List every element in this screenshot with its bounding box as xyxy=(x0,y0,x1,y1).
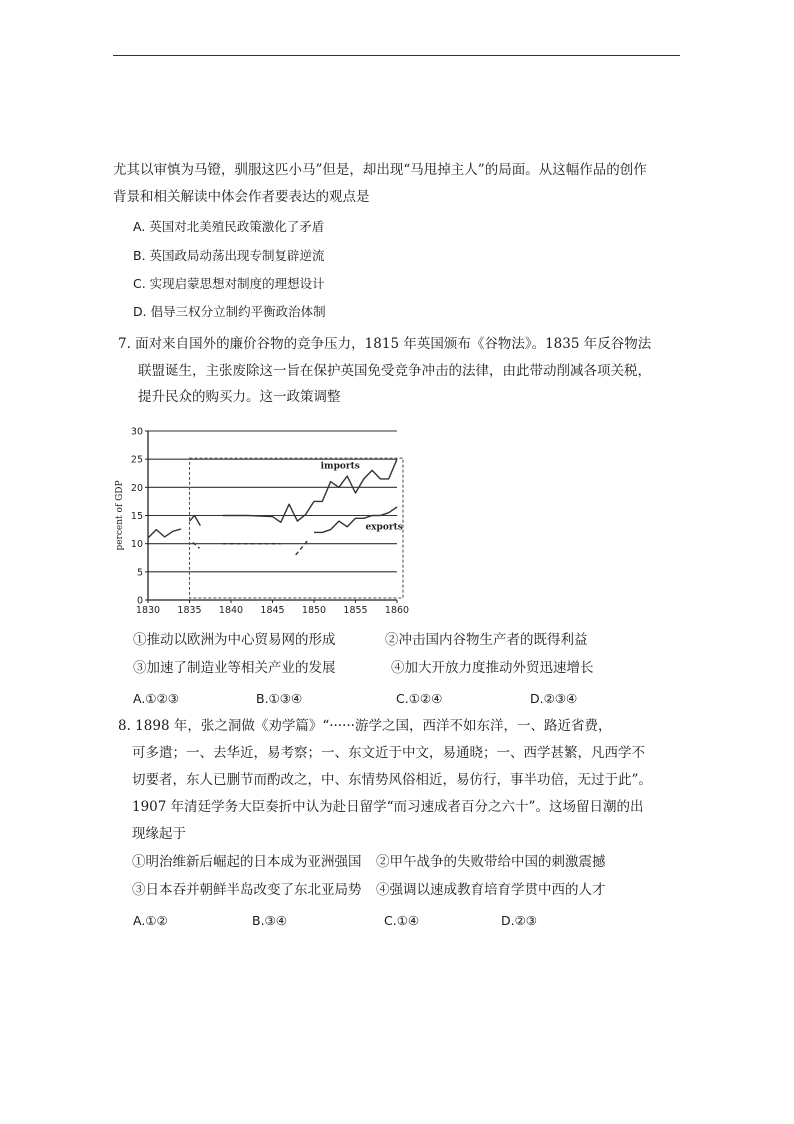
series-unlabeled-segment-0 xyxy=(148,529,181,538)
series-unlabeled-segment-1 xyxy=(190,516,201,526)
q8-stem-line-1: 8. 1898 年，张之洞做《劝学篇》“······游学之国，西洋不如东洋，一、路近省费， xyxy=(118,718,612,734)
q6-option-c: C. 实现启蒙思想对制度的理想设计 xyxy=(133,276,325,291)
x-tick-label-1860: 1860 xyxy=(384,605,410,616)
y-tick-label-30: 30 xyxy=(130,426,143,438)
q8-choice-c: C.①④ xyxy=(384,913,420,928)
q7-item-1: ①推动以欧洲为中心贸易网的形成 xyxy=(133,632,336,648)
y-tick-label-10: 10 xyxy=(130,539,143,551)
y-tick-label-0: 0 xyxy=(136,595,143,607)
q7-choice-c: C.①②④ xyxy=(396,691,443,706)
q8-item-4: ④强调以速成教育培育学贯中西的人才 xyxy=(376,882,606,898)
q7-item-3: ③加速了制造业等相关产业的发展 xyxy=(133,660,336,676)
q7-stem-line-1: 7. 面对来自国外的廉价谷物的竞争压力，1815 年英国颁布《谷物法》。1835 年反谷物法 xyxy=(118,336,652,352)
series-unlabeled-segment-2 xyxy=(223,501,314,522)
q8-item-2: ②甲午战争的失败带给中国的刺激震撼 xyxy=(376,854,606,870)
q8-choice-b: B.③④ xyxy=(252,913,287,928)
trade-gdp-chart-svg xyxy=(112,420,412,620)
q8-stem-line-5: 现缘起于 xyxy=(132,826,186,842)
q6-option-a: A. 英国对北美殖民政策激化了矛盾 xyxy=(133,219,325,234)
q8-item-3: ③日本吞并朝鲜半岛改变了东北亚局势 xyxy=(132,882,362,898)
q7-choice-a: A.①②③ xyxy=(133,691,179,706)
y-tick-label-25: 25 xyxy=(130,454,143,466)
q7-item-2: ②冲击国内谷物生产者的既得利益 xyxy=(385,632,588,648)
x-tick-label-1845: 1845 xyxy=(260,605,285,616)
q8-choice-d: D.②③ xyxy=(501,913,538,928)
x-tick-label-1850: 1850 xyxy=(301,605,327,616)
y-tick-label-5: 5 xyxy=(136,567,143,579)
x-tick-label-1840: 1840 xyxy=(218,605,244,616)
q7-choice-b: B.①③④ xyxy=(256,691,303,706)
q7-item-4: ④加大开放力度推动外贸迅速增长 xyxy=(391,660,594,676)
q6-option-b: B. 英国政局动荡出现专制复辟逆流 xyxy=(133,248,325,263)
series-unlabeled-segment-5 xyxy=(296,541,308,555)
trade-gdp-chart xyxy=(112,420,412,620)
q7-choice-d: D.②③④ xyxy=(530,691,578,706)
q8-item-1: ①明治维新后崛起的日本成为亚洲强国 xyxy=(132,854,362,870)
annotation-imports: imports xyxy=(320,461,360,472)
header-rule xyxy=(113,55,680,56)
y-axis-label: percent of GDP xyxy=(115,480,125,551)
q6-stem-line-2: 背景和相关解读中体会作者要表达的观点是 xyxy=(113,189,370,205)
q6-stem-line-1: 尤其以审慎为马镫，驯服这匹小马”但是，却出现“马甩掉主人”的局面。从这幅作品的创作 xyxy=(113,162,647,178)
y-tick-label-15: 15 xyxy=(130,511,143,522)
q8-stem-line-2: 可多遣；一、去华近，易考察；一、东文近于中文，易通晓；一、西学甚繁，凡西学不 xyxy=(132,745,645,761)
q6-option-d: D. 倡导三权分立制约平衡政治体制 xyxy=(133,304,326,319)
x-tick-label-1830: 1830 xyxy=(135,605,161,616)
y-tick-label-20: 20 xyxy=(130,482,143,494)
x-tick-label-1855: 1855 xyxy=(343,605,368,616)
q8-stem-line-3: 切要者，东人已删节而酌改之，中、东情势风俗相近，易仿行，事半功倍，无过于此”。 xyxy=(132,772,652,788)
q7-stem-line-2: 联盟诞生，主张废除这一旨在保护英国免受竞争冲击的法律，由此带动削减各项关税， xyxy=(138,363,651,379)
q8-stem-line-4: 1907 年清廷学务大臣奏折中认为赴日留学“而习速成者百分之六十”。这场留日潮的出 xyxy=(132,799,644,815)
q7-stem-line-3: 提升民众的购买力。这一政策调整 xyxy=(138,389,341,405)
annotation-exports: exports xyxy=(365,522,403,533)
q8-choice-a: A.①② xyxy=(133,913,168,928)
x-tick-label-1835: 1835 xyxy=(177,605,202,616)
